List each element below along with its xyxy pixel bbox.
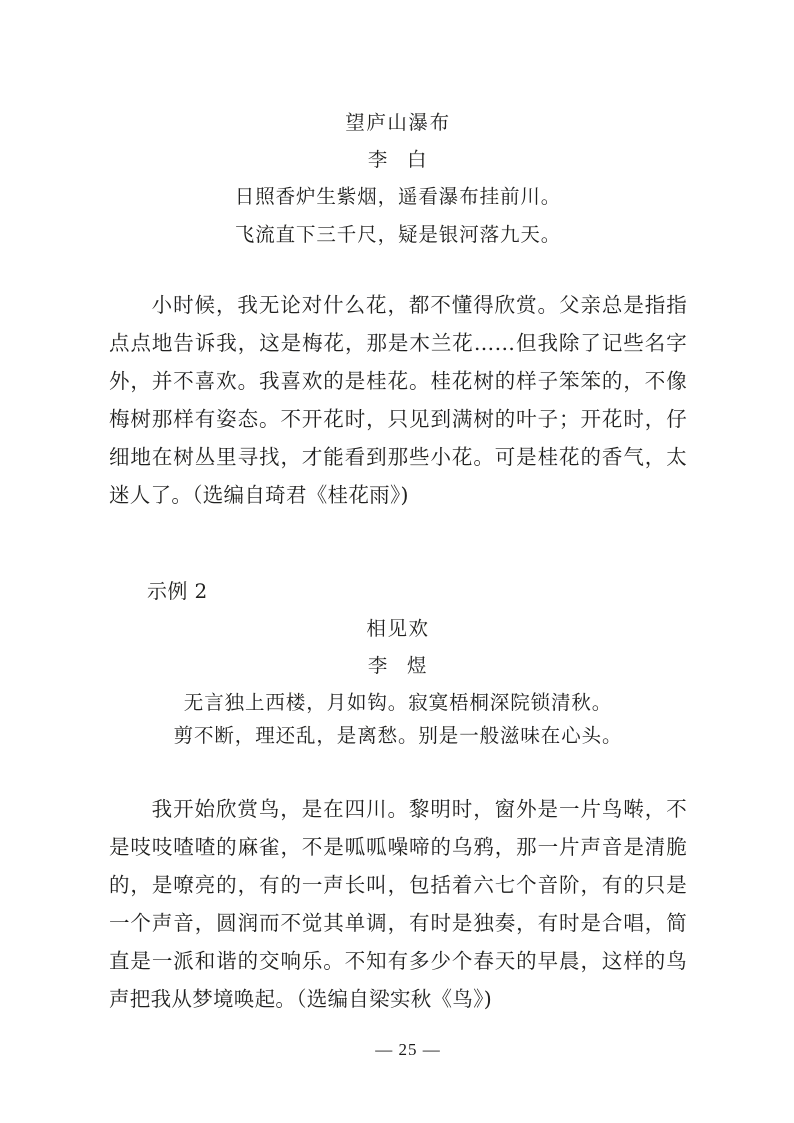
poem2-line-1: 无言独上西楼，月如钩。寂寞梧桐深院锁清秋。 <box>183 691 613 714</box>
poem1-author <box>109 141 687 179</box>
poem2-title: 相见欢 <box>366 617 430 640</box>
prose-paragraph-niao <box>109 790 687 1018</box>
prose1-text: 小时候，我无论对什么花，都不懂得欣赏。父亲总是指指点点地告诉我，这是梅花，那是木兰花……但我除了记些名字外，并不喜欢。我喜欢的是桂花。桂花树的样子笨笨的，不像梅树那样有姿态。不开花时，只见到满树的叶子；开花时，仔细地在树丛里寻找，才能看到那些小花。可是桂花的香气，太迷人了。（选编自琦君《桂花雨》) <box>109 293 687 507</box>
poem1-author-given: 白 <box>407 148 429 171</box>
prose-paragraph-guihuayu <box>109 286 687 514</box>
page-number <box>0 1040 794 1060</box>
poem2-author-given: 煜 <box>407 654 429 677</box>
poem1-line-2: 飞流直下三千尺，疑是银河落九天。 <box>234 223 562 246</box>
prose2-text: 我开始欣赏鸟，是在四川。黎明时，窗外是一片鸟啭，不是吱吱喳喳的麻雀，不是呱呱噪啼的乌鸦，那一片声音是清脆的，是嘹亮的，有的一声长叫，包括着六七个音阶，有的只是一个声音，圆润而不觉其单调，有时是独奏，有时是合唱，简直是一派和谐的交响乐。不知有多少个春天的早晨，这样的鸟声把我从梦境唤起。（选编自梁实秋《鸟》) <box>109 797 687 1011</box>
poem2-author <box>109 647 687 685</box>
page-number-label: — 25 — <box>375 1040 441 1059</box>
page-content-area <box>109 0 687 1123</box>
poem1-author-surname: 李 <box>367 148 389 171</box>
section-label-example-2: 示例 2 <box>147 579 208 603</box>
poem2-line-2: 剪不断，理还乱，是离愁。别是一般滋味在心头。 <box>173 724 623 747</box>
poem2-author-surname: 李 <box>367 654 389 677</box>
poem1-title: 望庐山瀑布 <box>345 111 451 134</box>
poem1-line-1: 日照香炉生紫烟，遥看瀑布挂前川。 <box>234 185 562 208</box>
